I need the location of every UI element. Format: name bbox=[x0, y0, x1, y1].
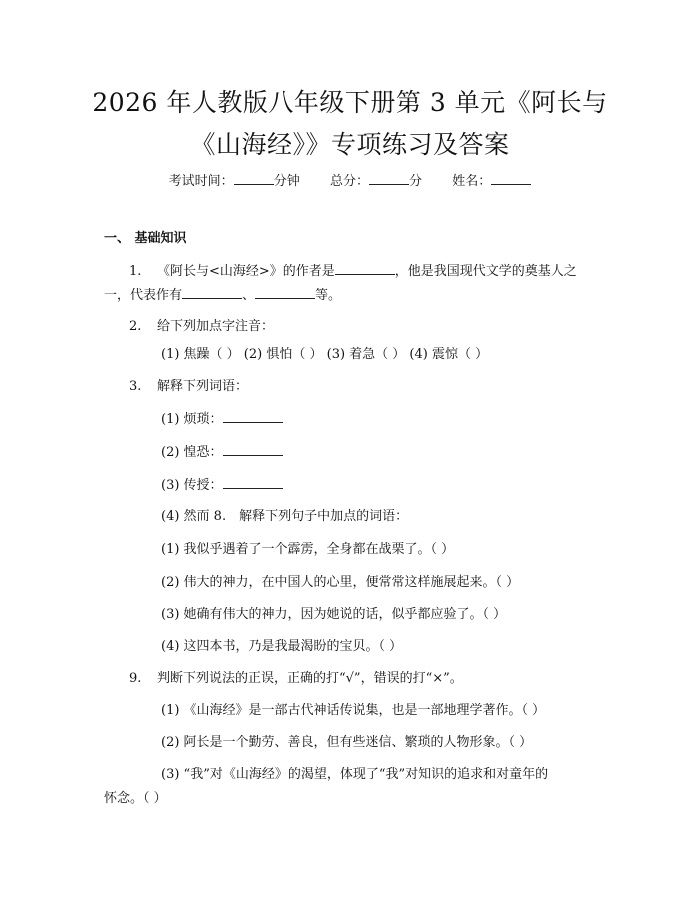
score-label: 总分： bbox=[329, 174, 369, 189]
title-line-1: 2026 年人教版八年级下册第 3 单元《阿长与 bbox=[92, 88, 608, 117]
question-9-item-3: (3) “我”对《山海经》的渴望，体现了“我”对知识的追求和对童年的 bbox=[161, 767, 549, 782]
work-blank-1 bbox=[182, 286, 242, 299]
score-unit: 分 bbox=[409, 174, 423, 189]
question-8-item-3: (3) 她确有伟大的神力，因为她说的话，似乎都应验了。（ ） bbox=[161, 607, 507, 622]
question-3-item-2: (2) 惶恐： bbox=[161, 443, 283, 462]
name-blank bbox=[491, 172, 531, 185]
title-line-2: 《山海经》》专项练习及答案 bbox=[190, 130, 510, 159]
question-9-item-1: (1) 《山海经》是一部古代神话传说集，也是一部地理学著作。（ ） bbox=[161, 703, 546, 718]
name-label: 姓名： bbox=[452, 174, 492, 189]
time-blank bbox=[234, 172, 274, 185]
question-8-item-1: (1) 我似乎遇着了一个霹雳，全身都在战栗了。（ ） bbox=[161, 542, 455, 557]
question-9-item-2: (2) 阿长是一个勤劳、善良，但有些迷信、繁琐的人物形象。（ ） bbox=[161, 735, 533, 750]
question-3: 3. 解释下列词语： bbox=[129, 379, 249, 394]
question-2: 2. 给下列加点字注音： bbox=[129, 319, 275, 334]
question-8-item-4: (4) 这四本书，乃是我最渴盼的宝贝。（ ） bbox=[161, 639, 403, 654]
score-blank bbox=[369, 172, 409, 185]
question-1: 1. 《阿长与<山海经>》的作者是 ，他是我国现代文学的奠基人之 bbox=[129, 264, 577, 279]
work-blank-2 bbox=[255, 286, 315, 299]
time-unit: 分钟 bbox=[273, 174, 300, 189]
question-9: 9. 判断下列说法的正误，正确的打“√”，错误的打“×”。 bbox=[129, 671, 463, 686]
section-title: 一、 基础知识 bbox=[104, 231, 187, 246]
author-blank bbox=[335, 262, 395, 275]
question-3-item-4: (4) 然而 8. 解释下列句子中加点的词语： bbox=[161, 509, 409, 524]
question-8-item-2: (2) 伟大的神力，在中国人的心里，便常常这样施展起来。（ ） bbox=[161, 575, 520, 590]
time-label: 考试时间： bbox=[168, 174, 234, 189]
exam-meta bbox=[0, 170, 700, 189]
question-3-item-1: (1) 烦琐： bbox=[161, 410, 283, 429]
question-9-item-3-cont: 怀念。（ ） bbox=[104, 791, 167, 806]
question-3-item-3: (3) 传授： bbox=[161, 476, 283, 495]
question-2-items: (1) 焦躁（ ） (2) 惧怕（ ） (3) 着急（ ） (4) 震惊（ ） bbox=[161, 347, 489, 362]
question-1-cont: 一，代表作有 、 等。 bbox=[104, 288, 342, 303]
